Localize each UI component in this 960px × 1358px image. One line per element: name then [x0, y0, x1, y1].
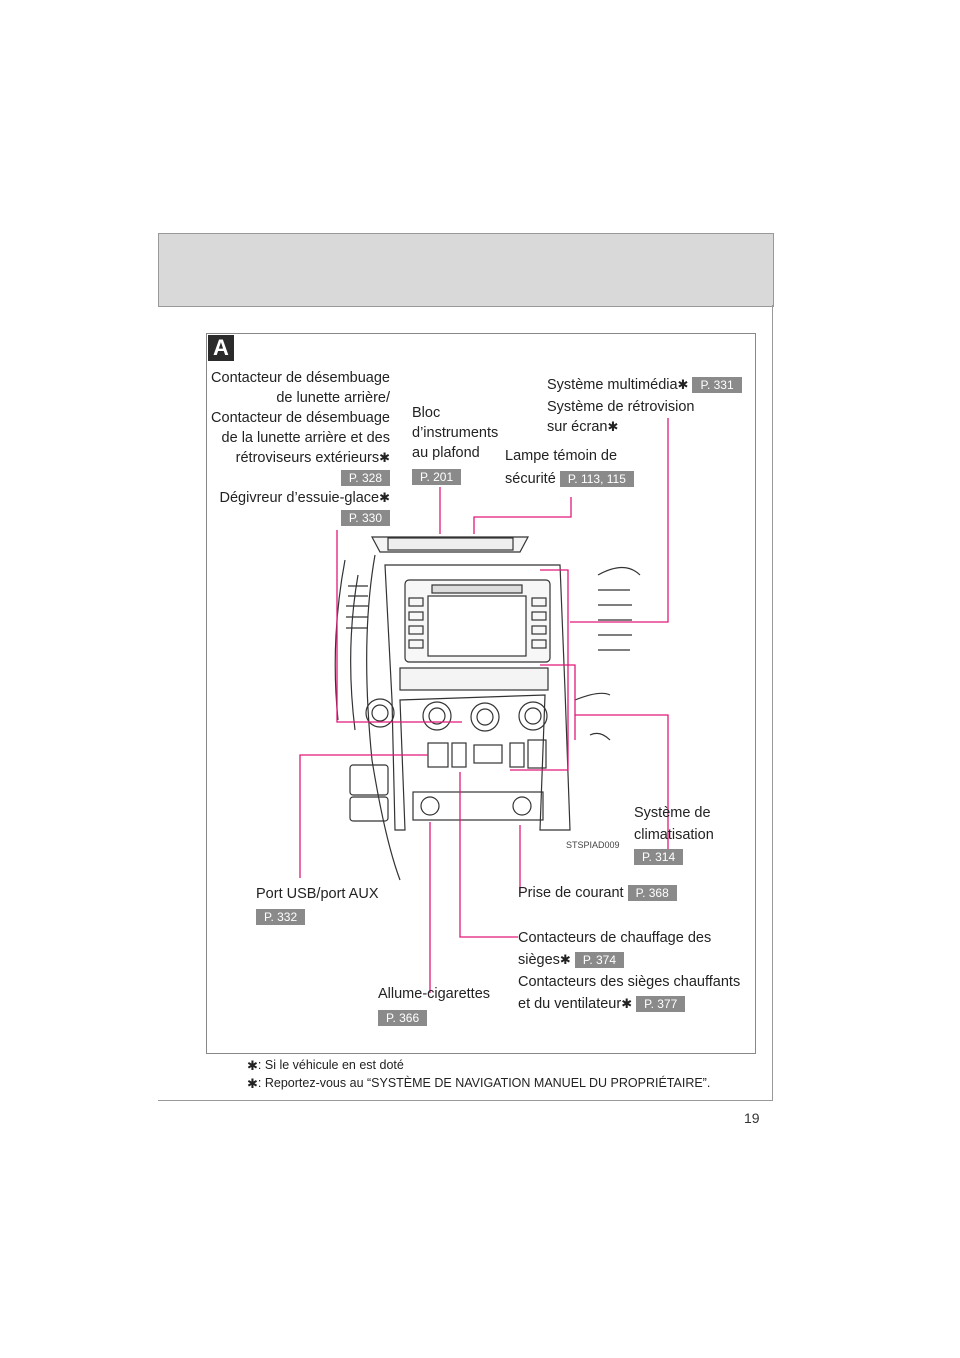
climate-line-1: Système de — [634, 805, 711, 821]
defroster-line-4: de la lunette arrière et des — [221, 430, 390, 446]
footnote-2-text: : Reportez-vous au “SYSTÈME DE NAVIGATION MANUEL DU PROPRIÉTAIRE”. — [257, 1076, 711, 1090]
page-ref-366[interactable]: P. 366 — [378, 1010, 427, 1026]
lighter-line-1: Allume-cigarettes — [378, 986, 491, 1002]
defroster-line-5: rétroviseurs extérieurs — [235, 450, 380, 466]
seats-line-2: sièges — [518, 952, 560, 968]
optional-star-icon: ✱ — [379, 450, 390, 465]
lighter-label — [378, 984, 490, 1028]
optional-star-icon: ✱ — [379, 490, 390, 505]
footnote-1 — [247, 1058, 404, 1074]
usb-label — [256, 884, 379, 927]
footnote-1-text: : Si le véhicule en est doté — [257, 1058, 404, 1072]
optional-star-icon: ✱ — [559, 952, 571, 967]
page-ref-374[interactable]: P. 374 — [575, 952, 624, 968]
nav-star-icon: ✱ — [247, 1076, 258, 1091]
page-ref-368[interactable]: P. 368 — [628, 885, 677, 901]
defroster-line-2: de lunette arrière/ — [276, 390, 390, 406]
climate-line-2: climatisation — [634, 827, 714, 843]
page-ref-377[interactable]: P. 377 — [636, 996, 685, 1012]
security-line-1: Lampe témoin de — [505, 448, 618, 464]
seats-line-1: Contacteurs de chauffage des — [518, 930, 712, 946]
climate-label — [634, 803, 714, 867]
multimedia-line-1: Système multimédia — [547, 377, 678, 393]
overhead-line-2: d’instruments — [412, 425, 499, 441]
multimedia-label — [547, 375, 742, 437]
multimedia-line-3: sur écran — [547, 419, 608, 435]
section-badge: A — [208, 335, 234, 361]
page-number: 19 — [744, 1110, 760, 1126]
security-line-2: sécurité — [505, 471, 556, 487]
overhead-line-1: Bloc — [412, 405, 441, 421]
optional-star-icon: ✱ — [247, 1058, 258, 1073]
footnote-2 — [247, 1076, 710, 1092]
page-ref-314[interactable]: P. 314 — [634, 849, 683, 865]
defroster-line-3: Contacteur de désembuage — [211, 410, 390, 426]
image-code: STSPIAD009 — [566, 840, 620, 850]
page-ref-328[interactable]: P. 328 — [341, 470, 390, 486]
multimedia-line-2: Système de rétrovision — [547, 399, 695, 415]
page-ref-201[interactable]: P. 201 — [412, 469, 461, 485]
page-ref-330[interactable]: P. 330 — [341, 510, 390, 526]
security-label — [505, 446, 634, 489]
page-ref-331[interactable]: P. 331 — [692, 377, 741, 393]
nav-star-icon: ✱ — [607, 419, 619, 434]
usb-line-1: Port USB/port AUX — [256, 886, 379, 902]
overhead-line-3: au plafond — [412, 445, 480, 461]
optional-star-icon: ✱ — [677, 377, 689, 392]
seats-label — [518, 928, 740, 1014]
defroster-line-1: Contacteur de désembuage — [211, 370, 390, 386]
seats-line-4: et du ventilateur — [518, 996, 622, 1012]
seats-line-3: Contacteurs des sièges chauffants — [518, 974, 741, 990]
wiper-deicer-text: Dégivreur d’essuie-glace — [219, 490, 380, 506]
optional-star-icon: ✱ — [621, 996, 633, 1011]
page-ref-332[interactable]: P. 332 — [256, 909, 305, 925]
page-ref-113[interactable]: P. 113, 115 — [560, 471, 634, 487]
overhead-label — [412, 403, 498, 487]
defroster-label — [180, 368, 390, 528]
power-label — [518, 883, 677, 903]
power-line-1: Prise de courant — [518, 885, 624, 901]
